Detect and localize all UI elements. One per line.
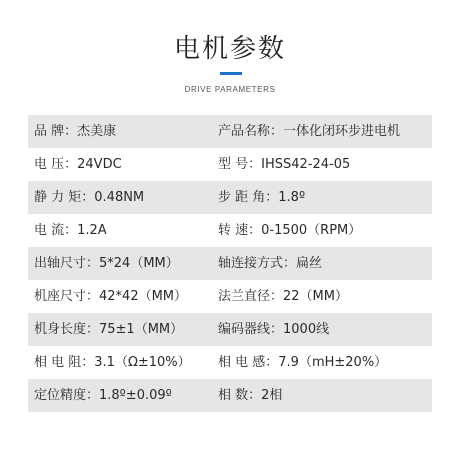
- spec-voltage: 电 压：24VDC: [34, 157, 122, 172]
- spec-phase-resistance: 相 电 阻：3.1（Ω±10%）: [34, 355, 191, 370]
- spec-holding-torque: 静 力 矩：0.48NM: [34, 190, 145, 205]
- spec-shaft-connection: 轴连接方式：扁丝: [218, 256, 323, 271]
- spec-flange-diameter: 法兰直径：22（MM）: [218, 289, 348, 304]
- spec-product-name: 产品名称：一体化闭环步进电机: [218, 124, 401, 139]
- spec-frame-size: 机座尺寸：42*42（MM）: [34, 289, 188, 304]
- spec-row: [28, 379, 432, 412]
- spec-row: [28, 181, 432, 214]
- spec-row: [28, 247, 432, 280]
- page-title: 电机参数: [173, 34, 286, 64]
- spec-shaft-size: 出轴尺寸：5*24（MM）: [34, 256, 179, 271]
- spec-row: [28, 115, 432, 148]
- title-accent-bar: [220, 72, 242, 75]
- spec-phase-inductance: 相 电 感：7.9（mH±20%）: [218, 355, 388, 370]
- spec-row: [28, 313, 432, 346]
- spec-row: [28, 148, 432, 181]
- spec-table: [28, 115, 432, 412]
- spec-current: 电 流：1.2A: [34, 223, 107, 238]
- spec-model: 型 号：IHSS42-24-05: [218, 157, 351, 172]
- spec-step-angle: 步 距 角：1.8º: [218, 190, 306, 205]
- spec-brand: 品 牌：杰美康: [34, 124, 117, 139]
- spec-speed: 转 速：0-1500（RPM）: [218, 223, 362, 238]
- spec-encoder-lines: 编码器线：1000线: [218, 322, 330, 337]
- spec-row: [28, 280, 432, 313]
- page-subtitle: DRIVE PARAMETERS: [184, 85, 276, 94]
- spec-row: [28, 214, 432, 247]
- spec-body-length: 机身长度：75±1（MM）: [34, 322, 184, 337]
- spec-row: [28, 346, 432, 379]
- spec-positioning-accuracy: 定位精度：1.8º±0.09º: [34, 388, 172, 403]
- spec-phase-count: 相 数：2相: [218, 388, 283, 403]
